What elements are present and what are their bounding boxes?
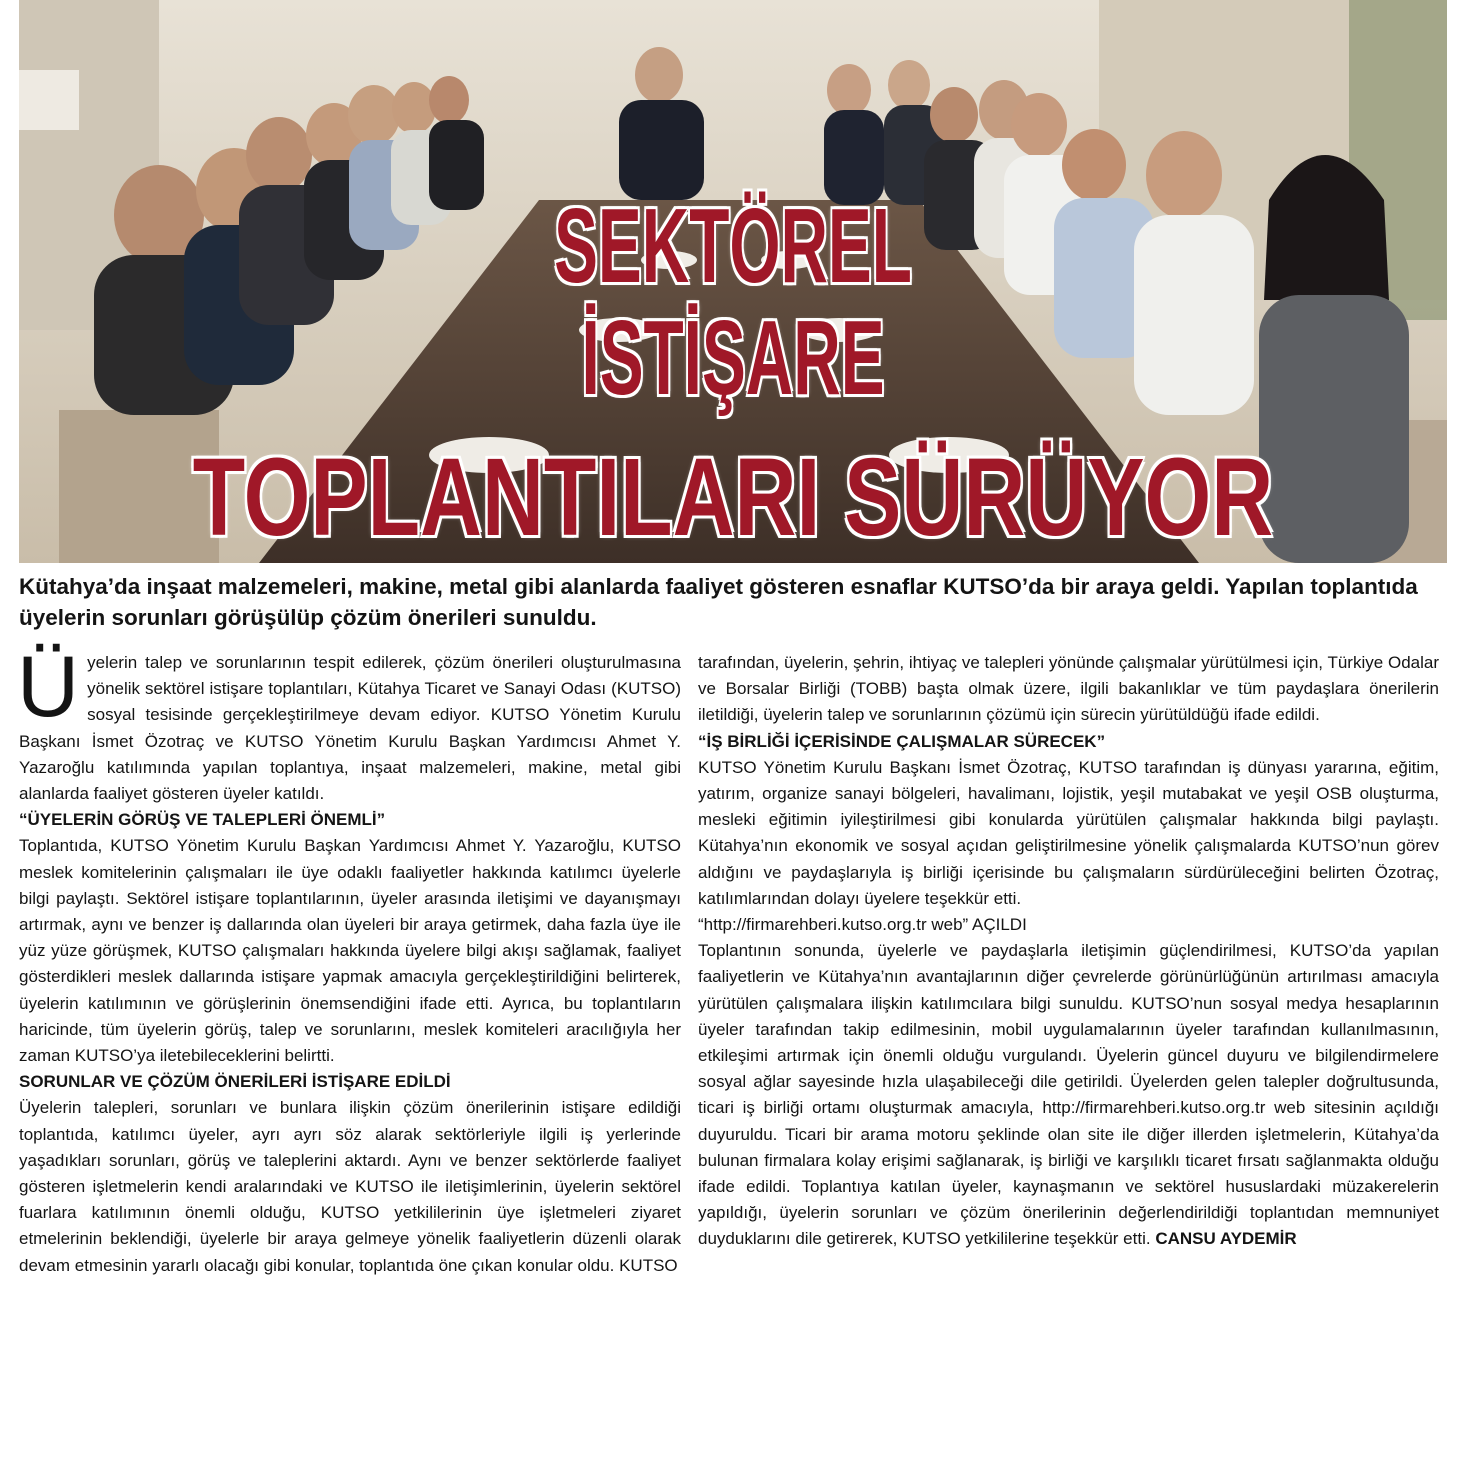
headline-line-1: SEKTÖREL — [554, 187, 912, 305]
headline-line-3: TOPLANTILARI SÜRÜYOR — [192, 436, 1274, 559]
right-column — [698, 650, 1439, 1253]
meeting-photo — [19, 0, 1447, 563]
paragraph-2: Üyelerin talepleri, sorunları ve bunlara ilişkin çözüm önerilerinin istişare edildiği toplantıda, katılımcı üyeler, ayrı ayrı söz alarak sektörleriyle ilgili iş yerlerinde yaşadıkları sorunları, görüş ve taleplerini aktardı. Aynı ve benzer sektörlerde faaliyet gösteren işletmelerin kendi aralarındaki ve KUTSO ile iletişimlerinin, üyelerin sektörel fuarlara katılımının önemli olduğu, KUTSO yetkililerinin üye işletmeleri ziyaret etmelerinin beklendiği, üyelerle bir araya gelmeye yönelik faaliyetlerin düzenli olarak devam etmesinin yararlı olacağı gibi konular, toplantıda öne çıkan konular oldu. KUTSO — [19, 1098, 681, 1275]
meeting-photo-illustration — [19, 0, 1447, 563]
subheading-2: SORUNLAR VE ÇÖZÜM ÖNERİLERİ İSTİŞARE EDİLDİ — [19, 1072, 451, 1092]
paragraph-4 — [698, 938, 1439, 1252]
headline-line-2: İSTİŞARE — [581, 299, 885, 417]
subheading-3: “İŞ BİRLİĞİ İÇERİSİNDE ÇALIŞMALAR SÜRECEK” — [698, 731, 1106, 751]
lead-paragraph: Kütahya’da inşaat malzemeleri, makine, metal gibi alanlarda faaliyet gösteren esnaflar KUTSO’da bir araya geldi. Yapılan toplantıda üyelerin sorunları görüşülüp çözüm önerileri sunuldu. — [19, 574, 1418, 630]
subheading-1: “ÜYELERİN GÖRÜŞ VE TALEPLERİ ÖNEMLİ” — [19, 810, 386, 830]
intro-text: yelerin talep ve sorunlarının tespit edilerek, çözüm önerileri oluşturulmasına yönelik sektörel istişare toplantıları, Kütahya Ticaret ve Sanayi Odası (KUTSO) sosyal tesisinde gerçekleştirilmeye devam ediyor. KUTSO Yönetim Kurulu Başkanı İsmet Özotraç ve KUTSO Yönetim Kurulu Başkan Yardımcısı Ahmet Y. Yazaroğlu katılımında yapılan toplantıya, inşaat malzemeleri, makine, metal gibi alanlarda faaliyet gösteren üyeler katıldı. — [19, 653, 681, 804]
left-column — [17, 639, 681, 1279]
paragraph-4-text: Toplantının sonunda, üyelerle ve paydaşlarla iletişimin güçlendirilmesi, KUTSO’da yapılan faaliyetlerin ve Kütahya’nın avantajlarının diğer çevrelerde görünürlüğünün artırılması amacıyla yürütülen çalışmalara ilişkin katılımcılara bilgi sunuldu. KUTSO’nun sosyal medya hesaplarının üyeler tarafından takip edilmesinin, mobil uygulamalarının üyeler tarafından kullanılmasının, etkileşimi artırmak için önemli olduğu vurgulandı. Üyelerin güncel duyuru ve bilgilendirmelere sosyal ağlar sayesinde hızla ulaşabileceği dile getirildi. Üyelerden gelen talepler doğrultusunda, ticari iş birliği ortamı oluşturmak amacıyla, http://firmarehberi.kutso.org.tr web sitesinin açıldığı duyuruldu. Ticari bir arama motoru şeklinde olan site ile diğer illerden işletmelerin, Kütahya’da bulunan firmalara kolay erişimi sağlanarak, iş birliği ve karşılıklı ticaret fırsatı sağlanmakta olduğu ifade edildi. Toplantıya katılan üyeler, kaynaşmanın ve sektörel hususlardaki müzakerelerin yapıldığı, üyelerin sorunları ve çözüm önerilerinin değerlendirildiği toplantıdan memnuniyet duyduklarını dile getirerek, KUTSO yetkililerine teşekkür etti. — [698, 941, 1439, 1249]
paragraph-1: Toplantıda, KUTSO Yönetim Kurulu Başkan Yardımcısı Ahmet Y. Yazaroğlu, KUTSO meslek komitelerinin çalışmaları ile üye odaklı faaliyetler hakkında katılımcı üyelerle bilgi paylaştı. Sektörel istişare toplantılarının, üyeler arasında iletişimi ve dayanışmayı artırmak, aynı ve benzer iş dallarında olan üyeleri bir araya getirmek, daha fazla üye ile yüz yüze görüşmek, KUTSO çalışmaları hakkında üyelere bilgi akışı sağlamak, faaliyet gösterdikleri meslek dallarında istişare yapmak amacıyla gerçekleştirildiğini belirterek, üyelerin katılımının ve görüşlerinin önemsendiğini ifade etti. Ayrıca, bu toplantıların haricinde, tüm üyelerin görüş, talep ve sorunlarını, meslek komiteleri aracılığıyla her zaman KUTSO’ya iletebileceklerini belirtti. — [19, 836, 681, 1066]
author-name: CANSU AYDEMİR — [1155, 1229, 1297, 1249]
paragraph-3: KUTSO Yönetim Kurulu Başkanı İsmet Özotraç, KUTSO tarafından iş dünyası yararına, eğitim, yatırım, organize sanayi bölgeleri, havalimanı, lojistik, yeşil mutabakat ve yeşil OSB oluşturma, mesleki eğitimin iyileştirilmesi gibi konularda yürütülen çalışmalar hakkında bilgi paylaştı. Kütahya’nın ekonomik ve sosyal açıdan geliştirilmesine yönelik çalışmalarda KUTSO’nun görev aldığını ve paydaşlarıyla iş birliği içerisinde bu çalışmaların sürdürüleceğini belirten Özotraç, katılımlarından dolayı üyelere teşekkür etti. — [698, 757, 1439, 908]
paragraph-0: tarafından, üyelerin, şehrin, ihtiyaç ve talepleri yönünde çalışmalar yürütülmesi için, Türkiye Odalar ve Borsalar Birliği (TOBB) başta olmak üzere, ilgili bakanlıklar ve tüm paydaşlara önerilerin iletildiği, üyelerin talep ve sorunlarının çözümü için sürecin yürütüldüğü ifade edildi. — [698, 653, 1439, 725]
subheading-4: “http://firmarehberi.kutso.org.tr web” AÇILDI — [698, 915, 1027, 935]
drop-cap: Ü — [17, 639, 80, 735]
intro-paragraph — [17, 639, 681, 807]
